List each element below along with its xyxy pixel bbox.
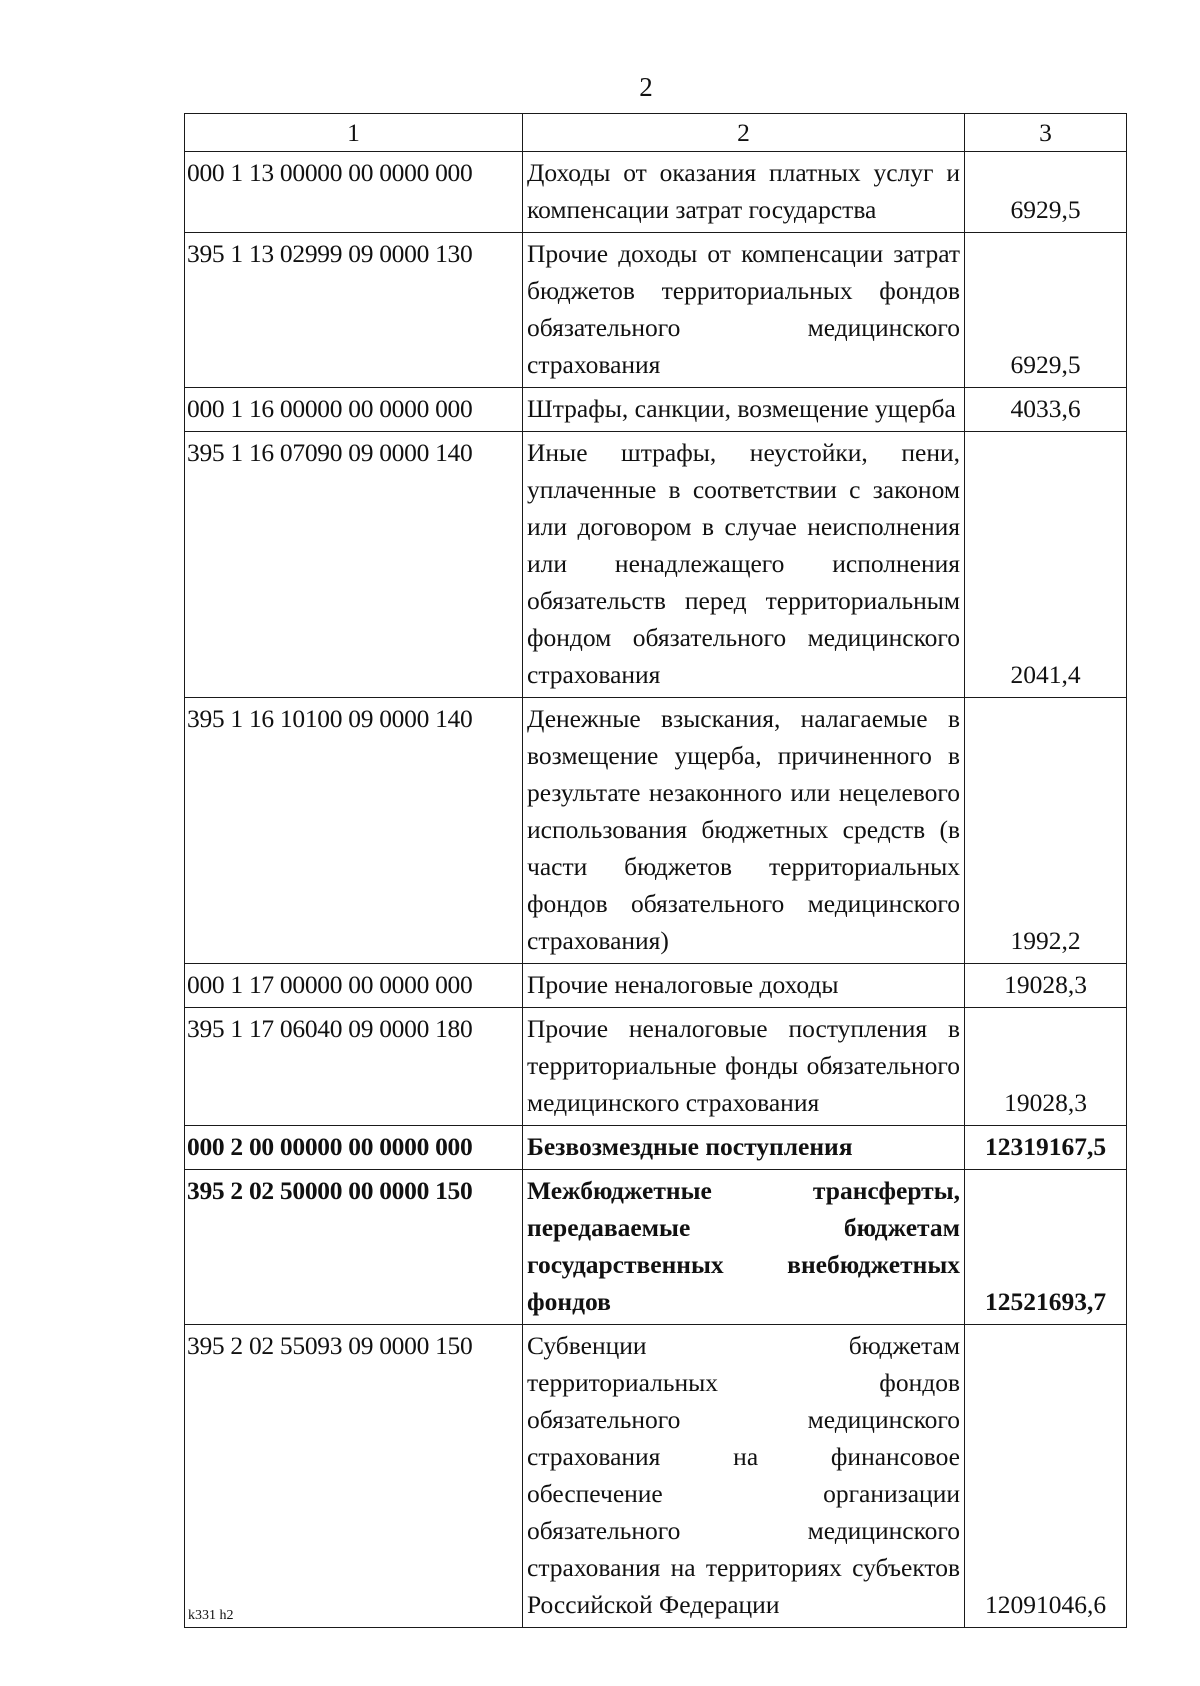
income-name: Прочие неналоговые доходы: [523, 964, 965, 1008]
classification-code: 395 1 16 07090 09 0000 140: [185, 432, 523, 698]
table-row: [185, 1325, 1127, 1628]
page-number: 2: [639, 72, 653, 102]
amount: 19028,3: [965, 964, 1127, 1008]
income-name: Прочие доходы от компенсации затрат бюджетов территориальных фондов обязательного медицинского страхования: [523, 233, 965, 388]
table-row: [185, 388, 1127, 432]
income-name: Субвенции бюджетам территориальных фондов обязательного медицинского страхования на финансовое обеспечение организации обязательного медицинского страхования на территориях субъектов Российской Федерации: [523, 1325, 965, 1628]
document-footer-code: k331 h2: [188, 1608, 234, 1623]
table-row: [185, 1008, 1127, 1126]
amount: 12521693,7: [965, 1170, 1127, 1325]
amount: 1992,2: [965, 698, 1127, 964]
classification-code: 395 2 02 50000 00 0000 150: [185, 1170, 523, 1325]
income-name: Иные штрафы, неустойки, пени, уплаченные в соответствии с законом или договором в случае неисполнения или ненадлежащего исполнения обязательств перед территориальным фондом обязательного медицинского страхования: [523, 432, 965, 698]
amount: 2041,4: [965, 432, 1127, 698]
classification-code: 000 1 17 00000 00 0000 000: [185, 964, 523, 1008]
header-column-1: 1: [185, 114, 523, 152]
classification-code: 000 1 13 00000 00 0000 000: [185, 152, 523, 233]
income-name: Межбюджетные трансферты, передаваемые бюджетам государственных внебюджетных фондов: [523, 1170, 965, 1325]
income-name: Штрафы, санкции, возмещение ущерба: [523, 388, 965, 432]
table-row: [185, 964, 1127, 1008]
amount: 4033,6: [965, 388, 1127, 432]
table-row: [185, 432, 1127, 698]
header-column-2: 2: [523, 114, 965, 152]
income-name: Доходы от оказания платных услуг и компенсации затрат государства: [523, 152, 965, 233]
classification-code: 395 2 02 55093 09 0000 150: [185, 1325, 523, 1628]
amount: 6929,5: [965, 152, 1127, 233]
classification-code: 395 1 17 06040 09 0000 180: [185, 1008, 523, 1126]
header-column-3: 3: [965, 114, 1127, 152]
income-name: Прочие неналоговые поступления в территориальные фонды обязательного медицинского страхования: [523, 1008, 965, 1126]
table-row: [185, 233, 1127, 388]
budget-table: [184, 113, 1127, 1628]
income-name: Денежные взыскания, налагаемые в возмещение ущерба, причиненного в результате незаконного или нецелевого использования бюджетных средств (в части бюджетов территориальных фондов обязательного медицинского страхования): [523, 698, 965, 964]
classification-code: 395 1 13 02999 09 0000 130: [185, 233, 523, 388]
classification-code: 395 1 16 10100 09 0000 140: [185, 698, 523, 964]
table-row: [185, 152, 1127, 233]
amount: 12091046,6: [965, 1325, 1127, 1628]
amount: 12319167,5: [965, 1126, 1127, 1170]
classification-code: 000 2 00 00000 00 0000 000: [185, 1126, 523, 1170]
amount: 19028,3: [965, 1008, 1127, 1126]
amount: 6929,5: [965, 233, 1127, 388]
table-row-total: [185, 1170, 1127, 1325]
table-header-row: [185, 114, 1127, 152]
table-row-total: [185, 1126, 1127, 1170]
classification-code: 000 1 16 00000 00 0000 000: [185, 388, 523, 432]
table-row: [185, 698, 1127, 964]
income-name: Безвозмездные поступления: [523, 1126, 965, 1170]
